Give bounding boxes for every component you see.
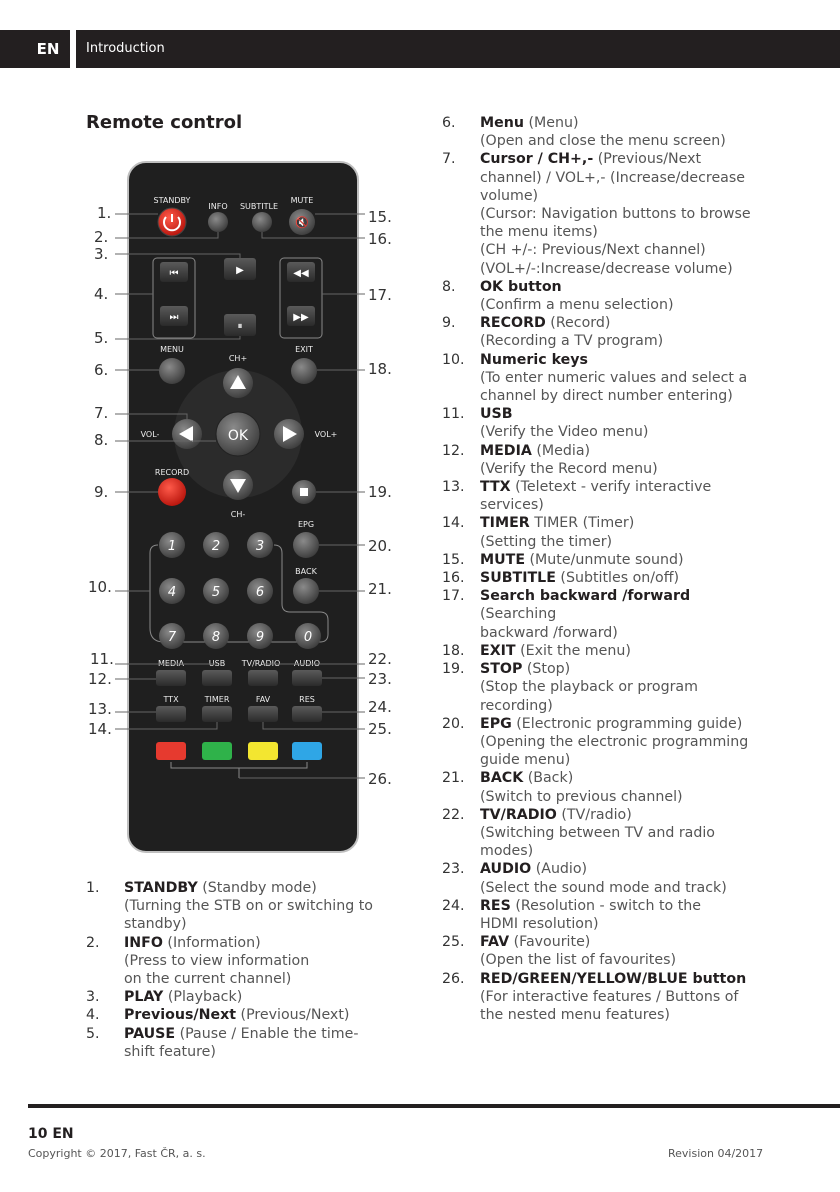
item-text: Previous/Next (Previous/Next): [124, 1007, 350, 1024]
item-number: 11.: [442, 406, 465, 423]
item-name: INFO: [124, 934, 163, 951]
item-name: TTX: [480, 479, 511, 496]
item-text: TTX (Teletext - verify interactive services): [480, 479, 712, 514]
item-text: TIMER TIMER (Timer) (Setting the timer): [480, 515, 635, 550]
next-icon: ⏭: [169, 312, 179, 323]
item-text: PAUSE (Pause / Enable the time- shift feature): [124, 1025, 359, 1060]
forward-icon: ▶▶: [293, 312, 309, 323]
record-label: RECORD: [154, 468, 190, 477]
list-item: [442, 642, 758, 660]
callout-8: 8.: [94, 431, 109, 449]
item-text: Cursor / CH+,- (Previous/Next channel) / VOL+,- (Increase/decrease volume) (Cursor: Navigation buttons to browse the menu items) (CH +/-: Previous/Next channel) (VOL+/-:Increase/decrease volume): [480, 151, 751, 277]
item-name: MEDIA: [480, 442, 532, 459]
digit-label: 5: [211, 585, 221, 600]
blue-button: [292, 742, 322, 760]
item-text: FAV (Favourite) (Open the list of favourites): [480, 934, 677, 969]
digit-label: 7: [167, 630, 177, 645]
item-text: SUBTITLE (Subtitles on/off): [480, 570, 680, 587]
green-button: [202, 742, 232, 760]
list-item: [442, 860, 758, 896]
item-number: 5.: [86, 1025, 100, 1042]
item-number: 14.: [442, 515, 465, 532]
tv-radio-button: [248, 670, 278, 686]
list-item: [442, 587, 758, 642]
ttx-button: [156, 706, 186, 722]
digit-label: 6: [255, 585, 265, 600]
item-text: MEDIA (Media) (Verify the Record menu): [480, 442, 658, 477]
item-name: Cursor / CH+,-: [480, 151, 594, 168]
callout-1: 1.: [97, 204, 112, 222]
digit-label: 0: [303, 630, 313, 645]
list-item: [442, 442, 758, 478]
menu-label: MENU: [160, 345, 184, 354]
list-item: [442, 897, 758, 933]
item-number: 3.: [86, 989, 100, 1006]
button-list-right: [442, 114, 758, 1024]
item-number: 6.: [442, 115, 456, 131]
item-name: STOP: [480, 661, 523, 678]
list-item: [442, 150, 758, 277]
list-item: [442, 715, 758, 770]
item-text: INFO (Information) (Press to view information on the current channel): [124, 934, 310, 988]
callout-12: 12.: [88, 670, 112, 688]
previous-icon: ⏮: [169, 268, 179, 279]
callout-26: 26.: [368, 770, 392, 788]
rewind-icon: ◀◀: [293, 268, 309, 279]
ch-minus-label: CH-: [230, 510, 246, 519]
item-name: SUBTITLE: [480, 570, 556, 587]
item-name: RED/GREEN/YELLOW/BLUE button: [480, 970, 747, 987]
section-title: Introduction: [86, 41, 165, 56]
item-text: STANDBY (Standby mode) (Turning the STB on or switching to standby): [124, 880, 373, 933]
footer-rule: [28, 1104, 840, 1108]
callout-14: 14.: [88, 720, 112, 738]
res-button: [292, 706, 322, 722]
item-name: PLAY: [124, 989, 164, 1006]
item-name: STANDBY: [124, 880, 198, 896]
back-label: BACK: [295, 567, 317, 576]
digit-label: 8: [211, 630, 221, 645]
callout-19: 19.: [368, 483, 392, 501]
ttx-label: TTX: [163, 695, 179, 704]
item-text: EXIT (Exit the menu): [480, 642, 631, 659]
callout-17: 17.: [368, 286, 392, 304]
list-item: [442, 478, 758, 514]
item-number: 26.: [442, 970, 465, 987]
list-item: [86, 879, 398, 934]
copyright: Copyright © 2017, Fast ČR, a. s.: [28, 1147, 206, 1160]
timer-label: TIMER: [204, 695, 230, 704]
item-number: 23.: [442, 861, 465, 878]
list-item: [86, 1025, 398, 1061]
item-text: RED/GREEN/YELLOW/BLUE button (For interactive features / Buttons of the nested menu features): [480, 970, 747, 1023]
audio-button: [292, 670, 322, 686]
callout-7: 7.: [94, 404, 109, 422]
item-name: PAUSE: [124, 1025, 176, 1042]
item-number: 10.: [442, 351, 465, 368]
stop-icon: [300, 488, 308, 496]
timer-button: [202, 706, 232, 722]
callout-22: 22.: [368, 650, 392, 668]
mute-label: MUTE: [290, 196, 314, 205]
item-number: 9.: [442, 315, 456, 332]
info-label: INFO: [208, 202, 228, 211]
callout-2: 2.: [94, 228, 109, 246]
callout-16: 16.: [368, 230, 392, 248]
record-button: [158, 478, 186, 506]
item-text: RECORD (Record) (Recording a TV program): [480, 315, 664, 350]
digit-label: 4: [167, 585, 177, 600]
vol-minus-label: VOL-: [140, 430, 160, 439]
callout-3: 3.: [94, 245, 109, 263]
item-number: 15.: [442, 551, 465, 568]
red-button: [156, 742, 186, 760]
epg-button: [293, 532, 319, 558]
audio-label: AUDIO: [293, 659, 321, 668]
digit-label: 1: [167, 539, 177, 554]
item-number: 24.: [442, 897, 465, 914]
list-item: [442, 114, 758, 150]
item-text: TV/RADIO (TV/radio) (Switching between TV and radio modes): [480, 806, 715, 860]
item-name: AUDIO: [480, 861, 532, 878]
exit-label: EXIT: [295, 345, 313, 354]
standby-label: STANDBY: [153, 196, 191, 205]
callout-11: 11.: [90, 650, 114, 668]
item-name: TIMER: [480, 515, 530, 532]
item-name: EPG: [480, 715, 512, 732]
item-number: 21.: [442, 770, 465, 787]
callout-10: 10.: [88, 578, 112, 596]
item-name: EXIT: [480, 642, 516, 659]
item-number: 4.: [86, 1007, 100, 1024]
item-number: 2.: [86, 934, 100, 951]
list-item: [442, 933, 758, 969]
callout-24: 24.: [368, 698, 392, 716]
back-button: [293, 578, 319, 604]
mute-icon: 🔇: [295, 216, 309, 229]
list-item: [442, 405, 758, 441]
callout-9: 9.: [94, 483, 109, 501]
item-name: Previous/Next: [124, 1007, 237, 1024]
item-number: 16.: [442, 570, 465, 587]
list-item: [442, 769, 758, 805]
exit-button: [291, 358, 317, 384]
item-name: OK button: [480, 278, 562, 295]
list-item: [86, 988, 398, 1006]
item-name: RES: [480, 897, 511, 914]
item-number: 22.: [442, 806, 465, 823]
subtitle-button: [252, 212, 272, 232]
item-number: 8.: [442, 278, 456, 295]
callout-25: 25.: [368, 720, 392, 738]
item-text: AUDIO (Audio) (Select the sound mode and track): [480, 861, 727, 896]
epg-label: EPG: [297, 520, 315, 529]
res-label: RES: [299, 695, 315, 704]
usb-button: [202, 670, 232, 686]
list-item: [442, 551, 758, 569]
ok-label: OK: [227, 428, 249, 444]
item-number: 17.: [442, 588, 465, 605]
yellow-button: [248, 742, 278, 760]
ch-plus-label: CH+: [228, 354, 248, 363]
callout-15: 15.: [368, 208, 392, 226]
play-icon: ▶: [236, 265, 244, 276]
item-number: 25.: [442, 934, 465, 951]
item-text: BACK (Back) (Switch to previous channel): [480, 770, 683, 805]
callout-4: 4.: [94, 285, 109, 303]
media-label: MEDIA: [158, 659, 184, 668]
item-text: EPG (Electronic programming guide) (Opening the electronic programming guide menu): [480, 715, 749, 769]
item-text: Numeric keys (To enter numeric values and select a channel by direct number entering): [480, 351, 748, 405]
digit-label: 3: [255, 539, 265, 554]
item-number: 12.: [442, 442, 465, 459]
list-item: [442, 514, 758, 550]
list-item: [86, 1006, 398, 1024]
item-name: USB: [480, 406, 513, 423]
usb-label: USB: [208, 659, 226, 668]
callout-18: 18.: [368, 360, 392, 378]
list-item: [442, 314, 758, 350]
pause-icon: ⏸: [237, 321, 243, 332]
item-name: FAV: [480, 934, 510, 951]
item-number: 19.: [442, 661, 465, 678]
item-text: MUTE (Mute/unmute sound): [480, 551, 684, 568]
item-number: 20.: [442, 715, 465, 732]
callout-23: 23.: [368, 670, 392, 688]
callout-13: 13.: [88, 700, 112, 718]
item-name: Numeric keys: [480, 351, 588, 368]
item-number: 18.: [442, 642, 465, 659]
item-text: STOP (Stop) (Stop the playback or program recording): [480, 661, 698, 714]
list-item: [442, 569, 758, 587]
info-button: [208, 212, 228, 232]
list-item: [442, 278, 758, 314]
item-text: OK button (Confirm a menu selection): [480, 278, 674, 314]
callout-20: 20.: [368, 537, 392, 555]
fav-button: [248, 706, 278, 722]
item-name: MUTE: [480, 551, 526, 568]
subtitle-label: SUBTITLE: [239, 202, 279, 211]
item-name: Search backward /forward: [480, 588, 691, 605]
item-name: RECORD: [480, 315, 546, 332]
item-text: RES (Resolution - switch to the HDMI resolution): [480, 897, 701, 932]
item-text: PLAY (Playback): [124, 989, 243, 1006]
list-item: [442, 351, 758, 406]
item-name: Menu: [480, 115, 524, 131]
tv-radio-label: TV/RADIO: [241, 659, 281, 668]
item-text: USB (Verify the Video menu): [480, 406, 649, 441]
digit-label: 2: [211, 539, 221, 554]
list-item: [442, 806, 758, 861]
button-list-left: [86, 879, 398, 1061]
fav-label: FAV: [255, 695, 271, 704]
callout-21: 21.: [368, 580, 392, 598]
callout-6: 6.: [94, 361, 109, 379]
revision: Revision 04/2017: [668, 1147, 764, 1160]
item-text: Menu (Menu) (Open and close the menu screen): [480, 115, 726, 150]
callout-5: 5.: [94, 329, 109, 347]
media-button: [156, 670, 186, 686]
item-number: 13.: [442, 479, 465, 496]
page-number: 10 EN: [28, 1126, 74, 1142]
language-badge: EN: [36, 40, 60, 58]
item-number: 7.: [442, 151, 456, 168]
list-item: [442, 970, 758, 1025]
digit-label: 9: [255, 630, 265, 645]
vol-plus-label: VOL+: [314, 430, 338, 439]
page-title: Remote control: [86, 112, 243, 133]
item-name: TV/RADIO: [480, 806, 557, 823]
item-number: 1.: [86, 880, 100, 896]
item-text: Search backward /forward (Searching backward /forward): [480, 588, 691, 641]
menu-button: [159, 358, 185, 384]
item-name: BACK: [480, 770, 524, 787]
list-item: [442, 660, 758, 715]
list-item: [86, 934, 398, 989]
